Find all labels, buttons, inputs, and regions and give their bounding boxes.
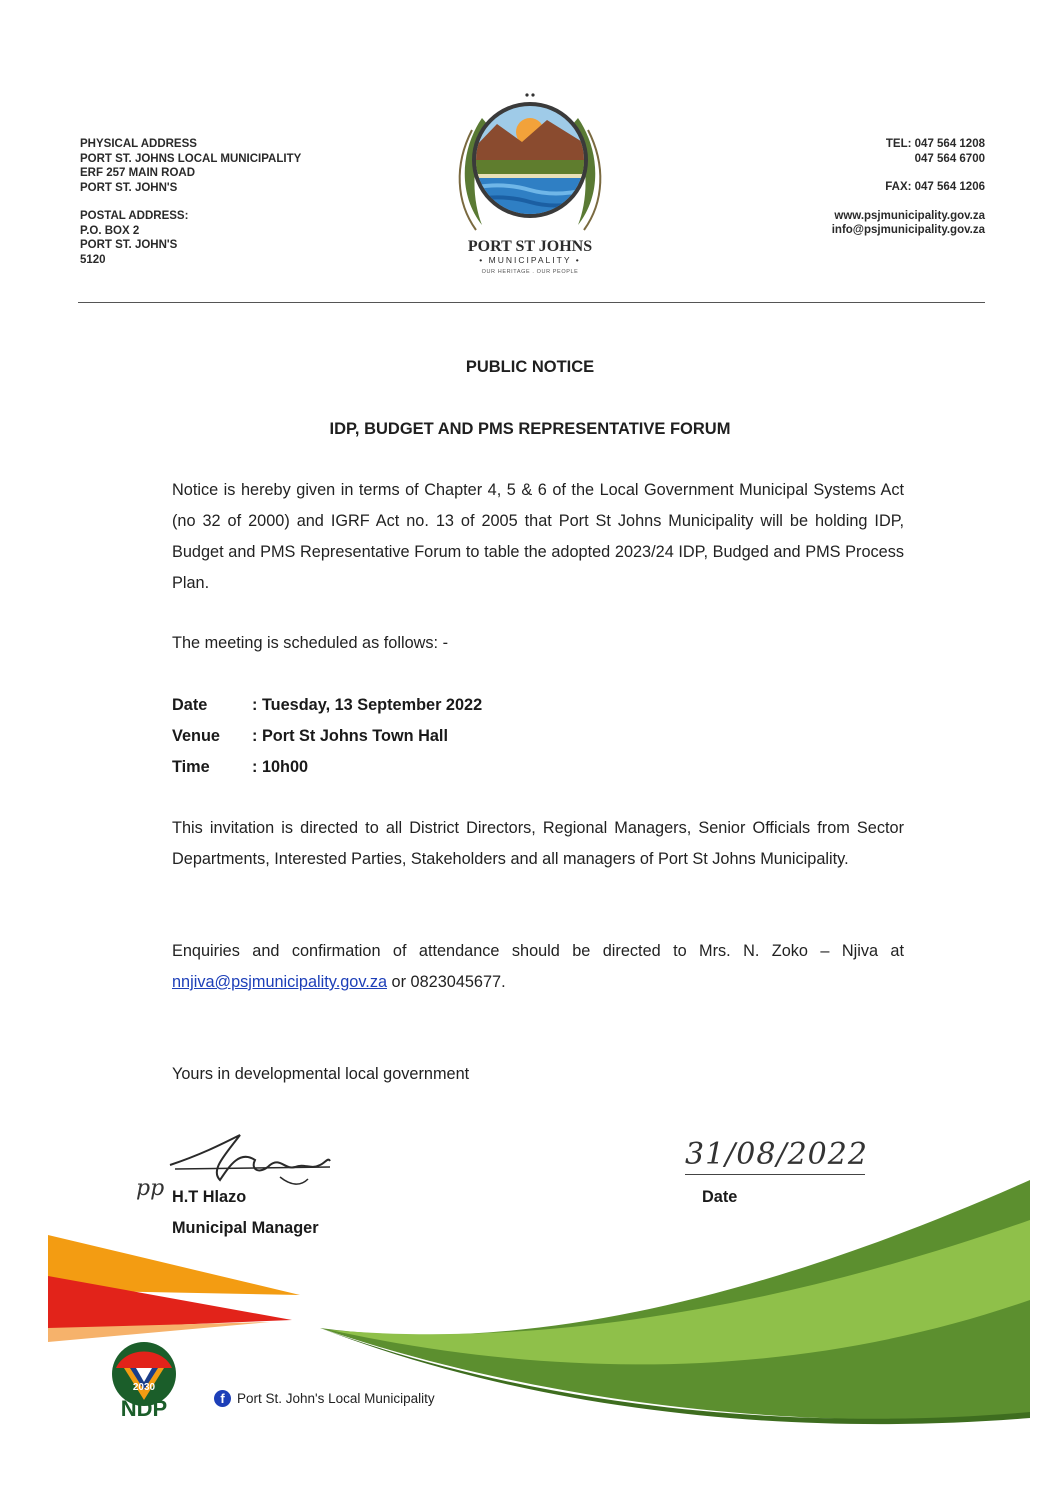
- intro-paragraph: Notice is hereby given in terms of Chapter 4, 5 & 6 of the Local Government Municipal Systems Act (no 32 of 2000) and IGRF Act no. 13 of 2005 that Port St Johns Municipality will be holding IDP, Budget and PMS Representative Forum to table the adopted 2023/24 IDP, Budged and PMS Process Plan.: [172, 481, 904, 592]
- physical-address-heading: PHYSICAL ADDRESS: [80, 138, 197, 150]
- municipality-logo: [452, 90, 608, 275]
- schedule-date-value: : Tuesday, 13 September 2022: [252, 696, 483, 714]
- ndp-label: NDP: [120, 1396, 168, 1418]
- date-underline: [685, 1174, 865, 1175]
- facebook-page-name: Port St. John's Local Municipality: [237, 1391, 435, 1406]
- ndp-logo-icon: [106, 1338, 182, 1418]
- facebook-footer[interactable]: [214, 1390, 435, 1407]
- postal-address-line: 5120: [80, 253, 106, 266]
- logo-name: PORT ST JOHNS: [467, 238, 593, 255]
- logo-tagline: OUR HERITAGE . OUR PEOPLE: [481, 269, 579, 275]
- logo-emblem-icon: [452, 90, 608, 275]
- signatory-position: Municipal Manager: [172, 1219, 319, 1237]
- contact-details: [832, 137, 985, 238]
- invitation-paragraph: This invitation is directed to all District Directors, Regional Managers, Senior Officials from Sector Departments, Interested Parties, Stakeholders and all managers of Port St Johns Municipality.: [172, 819, 904, 868]
- telephone-1: TEL: 047 564 1208: [885, 138, 985, 150]
- postal-address-line: P.O. BOX 2: [80, 224, 140, 237]
- schedule-venue-row: [172, 721, 448, 752]
- notice-title: PUBLIC NOTICE: [465, 358, 595, 376]
- schedule-time-label: Time: [172, 758, 210, 776]
- schedule-venue-value: : Port St Johns Town Hall: [252, 727, 448, 745]
- enquiries-text: Enquiries and confirmation of attendance should be directed to Mrs. N. Zoko – Njiva at: [172, 942, 904, 960]
- schedule-date-row: [172, 690, 482, 721]
- header-divider: [78, 302, 985, 303]
- schedule-date-label: Date: [172, 696, 208, 714]
- physical-address: [80, 137, 301, 195]
- ndp-logo: [106, 1338, 182, 1418]
- enquiries-paragraph: [172, 936, 904, 998]
- schedule-time-value: : 10h00: [252, 758, 309, 776]
- notice-subtitle: IDP, BUDGET AND PMS REPRESENTATIVE FORUM: [329, 420, 731, 438]
- fax-number: FAX: 047 564 1206: [885, 181, 985, 193]
- logo-subname: • MUNICIPALITY •: [479, 255, 581, 265]
- contact-email-link[interactable]: info@psjmunicipality.gov.za: [831, 224, 985, 236]
- postal-address-heading: POSTAL ADDRESS:: [80, 210, 189, 222]
- schedule-venue-label: Venue: [172, 727, 220, 745]
- schedule-intro: The meeting is scheduled as follows: -: [172, 634, 449, 652]
- schedule-time-row: [172, 752, 308, 783]
- postal-address-line: PORT ST. JOHN'S: [80, 239, 178, 251]
- signatory-name: H.T Hlazo: [172, 1188, 247, 1206]
- physical-address-line: PORT ST. JOHNS LOCAL MUNICIPALITY: [80, 152, 302, 165]
- physical-address-line: ERF 257 MAIN ROAD: [80, 167, 196, 179]
- enquiries-email-link[interactable]: nnjiva@psjmunicipality.gov.za: [172, 973, 388, 991]
- ndp-year: 2030: [132, 1382, 156, 1393]
- facebook-icon: f: [214, 1390, 231, 1407]
- postal-address: [80, 209, 188, 267]
- telephone-2: 047 564 6700: [914, 152, 985, 165]
- closing-line: Yours in developmental local government: [172, 1065, 470, 1083]
- enquiries-phone: or 0823045677.: [387, 973, 506, 991]
- handwritten-date: 31/08/2022: [685, 1137, 868, 1172]
- website-link[interactable]: www.psjmunicipality.gov.za: [834, 209, 985, 222]
- date-label: Date: [702, 1188, 738, 1206]
- pp-mark: pp: [136, 1176, 165, 1201]
- physical-address-line: PORT ST. JOHN'S: [80, 181, 178, 194]
